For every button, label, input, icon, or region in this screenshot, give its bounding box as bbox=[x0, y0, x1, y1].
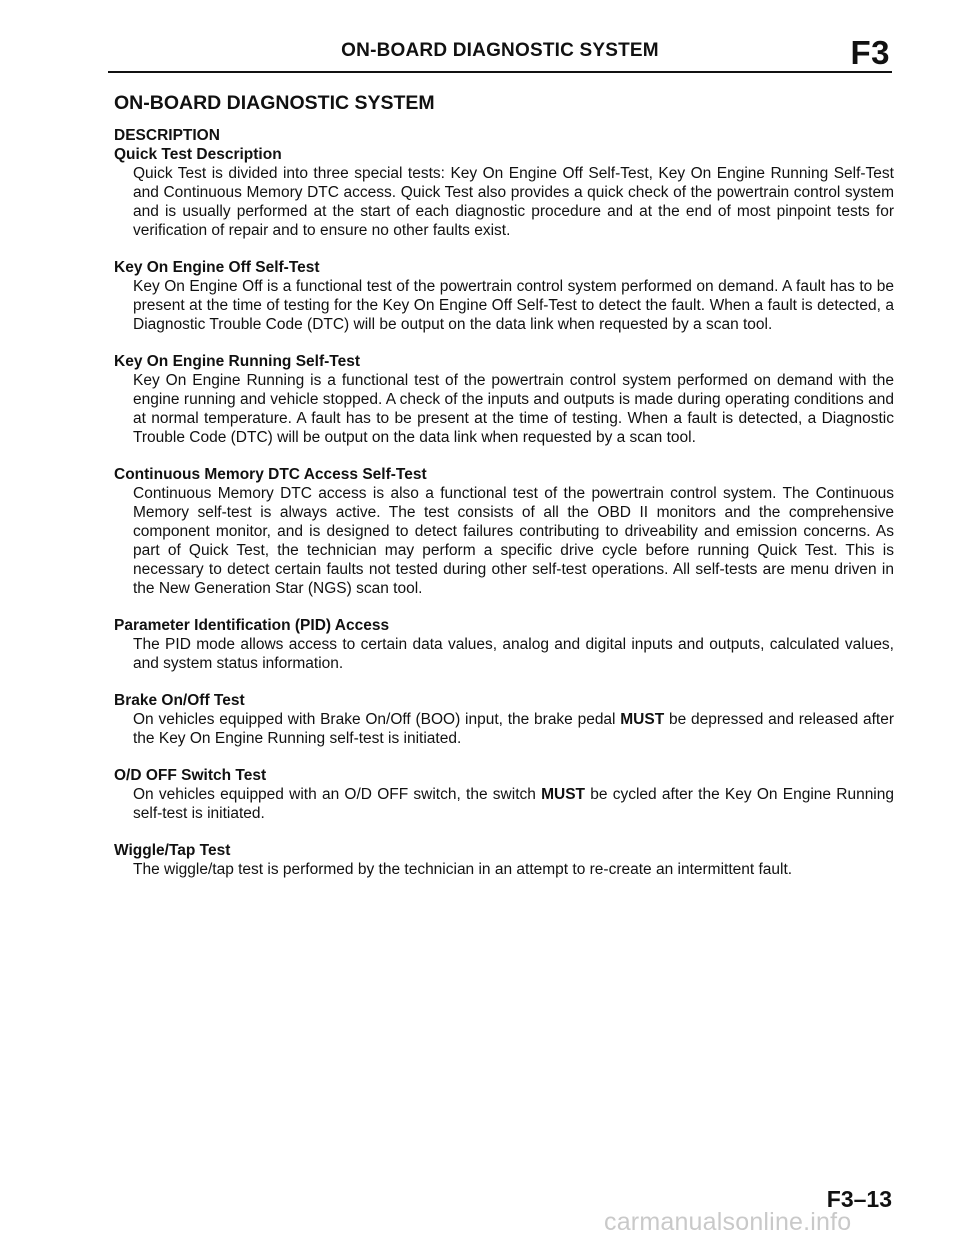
watermark-text: carmanualsonline.info bbox=[604, 1208, 852, 1236]
section-heading: Brake On/Off Test bbox=[114, 692, 245, 709]
section-body: Quick Test is divided into three special tests: Key On Engine Off Self-Test, Key On Engine Running Self-Test and Continuous Memory DTC access. Quick Test also provides a quick check of the powertrain control system and is usually performed at the start of each diagnostic procedure and at the end of most pinpoint tests for verification of repair and to ensure no other faults exist. bbox=[133, 165, 894, 239]
section-heading: Parameter Identification (PID) Access bbox=[114, 617, 390, 634]
section-wiggle-tap-test bbox=[114, 841, 894, 879]
section-pid-access bbox=[114, 616, 894, 673]
section-koeo-self-test bbox=[114, 258, 894, 334]
page-number: F3–13 bbox=[826, 1186, 892, 1212]
section-body: The wiggle/tap test is performed by the technician in an attempt to re-create an intermittent fault. bbox=[133, 861, 793, 878]
section-body: Key On Engine Running is a functional test of the powertrain control system performed on demand with the engine running and vehicle stopped. A check of the inputs and outputs is made during operating conditions and at normal temperature. A fault has to be present at the time of testing. When a fault is detected, a Diagnostic Trouble Code (DTC) will be output on the data link when requested by a scan tool. bbox=[133, 372, 894, 446]
section-brake-on-off-test bbox=[114, 691, 894, 748]
section-code: F3 bbox=[850, 34, 890, 71]
section-heading: Key On Engine Off Self-Test bbox=[114, 259, 320, 276]
body-text: On vehicles equipped with an O/D OFF switch, the switch bbox=[133, 786, 542, 803]
emphasis-text: MUST bbox=[620, 711, 665, 728]
body-text: be depressed and released after the Key On Engine Running self-test is initiated. bbox=[133, 711, 894, 747]
section-heading: Wiggle/Tap Test bbox=[114, 842, 231, 859]
section-koer-self-test bbox=[114, 352, 894, 447]
page-header bbox=[108, 34, 892, 74]
section-body: The PID mode allows access to certain data values, analog and digital inputs and outputs, calculated values, and system status information. bbox=[133, 636, 894, 672]
body-text: On vehicles equipped with Brake On/Off (BOO) input, the brake pedal bbox=[133, 711, 621, 728]
section-heading: O/D OFF Switch Test bbox=[114, 767, 267, 784]
section-body: Continuous Memory DTC access is also a functional test of the powertrain control system. The Continuous Memory self-test is always active. The test consists of all the OBD II monitors and the comprehensive component monitor, and is designed to detect failures contributing to driveability and emission concerns. As part of Quick Test, the technician may perform a specific drive cycle before running Quick Test. This is necessary to detect certain faults not tested during other self-test operations. All self-tests are menu driven in the New Generation Star (NGS) scan tool. bbox=[133, 485, 894, 597]
header-title: ON-BOARD DIAGNOSTIC SYSTEM bbox=[341, 40, 659, 61]
section-heading: Continuous Memory DTC Access Self-Test bbox=[114, 466, 427, 483]
section-heading: Key On Engine Running Self-Test bbox=[114, 353, 361, 370]
section-continuous-memory bbox=[114, 465, 894, 598]
section-body bbox=[133, 710, 894, 748]
document-body bbox=[114, 126, 894, 897]
section-body: Key On Engine Off is a functional test of the powertrain control system performed on demand. A fault has to be present at the time of testing for the Key On Engine Off Self-Test to detect the fault. When a fault is detected, a Diagnostic Trouble Code (DTC) will be output on the data link when requested by a scan tool. bbox=[133, 278, 894, 333]
section-quick-test-description bbox=[114, 126, 894, 240]
main-heading: ON-BOARD DIAGNOSTIC SYSTEM bbox=[114, 92, 435, 114]
section-body bbox=[133, 785, 894, 823]
body-text: be cycled after the Key On Engine Running self-test is initiated. bbox=[133, 786, 894, 822]
section-od-off-switch-test bbox=[114, 766, 894, 823]
description-label: DESCRIPTION bbox=[114, 127, 220, 144]
header-rule bbox=[108, 71, 892, 73]
section-heading: Quick Test Description bbox=[114, 146, 282, 163]
emphasis-text: MUST bbox=[541, 786, 586, 803]
